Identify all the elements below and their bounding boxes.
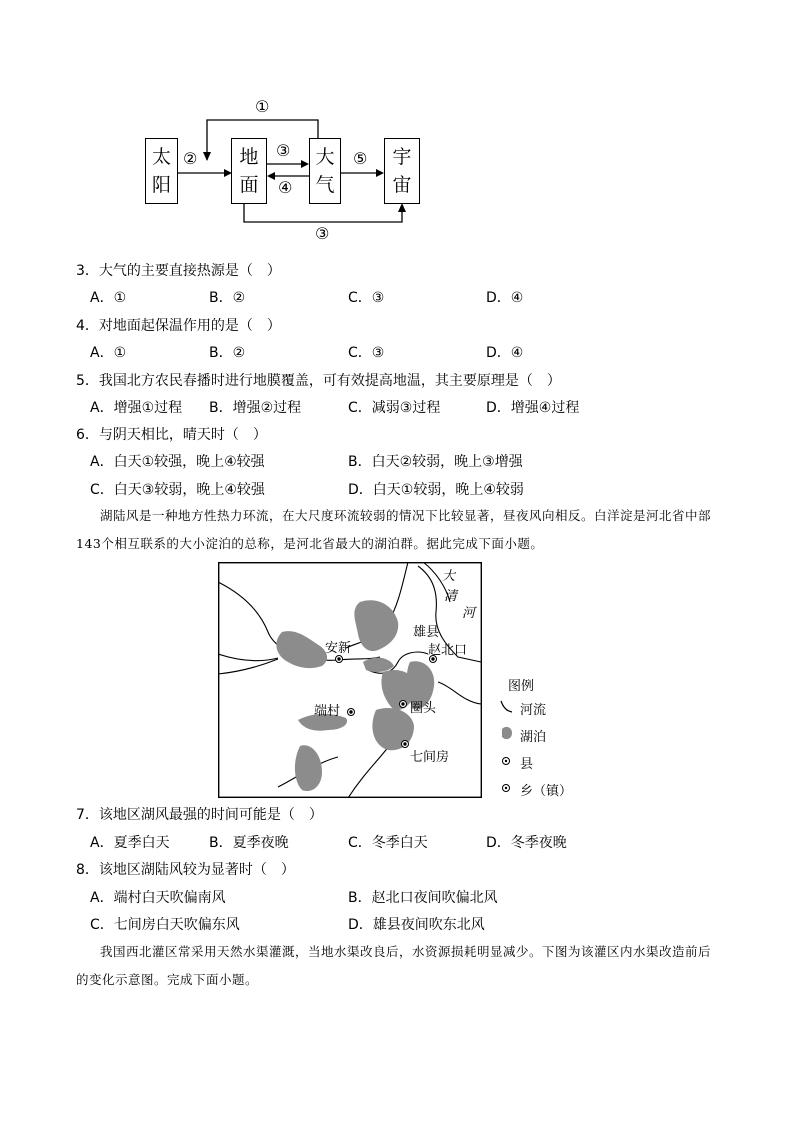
place-xiongxian: 雄县 (413, 625, 440, 640)
q8-option-b[interactable]: B．赵北口夜间吹偏北风 (348, 890, 498, 906)
ground-box (231, 138, 267, 204)
legend-symbols (498, 699, 516, 799)
q8-option-a[interactable]: A．端村白天吹偏南风 (90, 890, 226, 906)
q6-option-c[interactable]: C．白天③较弱，晚上④较强 (90, 482, 265, 498)
flow-label-4: ④ (278, 178, 293, 197)
legend-town-icon (503, 785, 510, 792)
flow-label-1: ① (255, 97, 270, 116)
q4-option-d[interactable]: D．④ (486, 345, 524, 361)
legend-lake-icon (502, 727, 512, 739)
river-label-da: 大 (442, 569, 456, 584)
passage-lake-land-breeze: 湖陆风是一种地方性热力环流，在大尺度环流较弱的情况下比较显著，昼夜风向相反。白洋淀是河北省中部143个相互联系的大小淀泊的总称，是河北省最大的湖泊群。据此完成下面小题。 (76, 508, 712, 551)
q8-option-c[interactable]: C．七间房白天吹偏东风 (90, 917, 240, 933)
q7-option-b[interactable]: B．夏季夜晚 (209, 835, 289, 851)
river-label-he: 河 (462, 606, 476, 621)
legend-lake: 湖泊 (520, 730, 547, 745)
q4-option-a[interactable]: A．① (90, 345, 127, 361)
atmosphere-label: 大气 (315, 146, 335, 196)
q6-option-d[interactable]: D．白天①较弱，晚上④较弱 (348, 482, 524, 498)
q5-option-d[interactable]: D．增强④过程 (486, 400, 580, 416)
q5-option-a[interactable]: A．增强①过程 (90, 400, 183, 416)
q6-option-a[interactable]: A．白天①较强，晚上④较强 (90, 454, 265, 470)
flow-label-3b: ③ (315, 224, 330, 243)
q4-option-c[interactable]: C．③ (348, 345, 385, 361)
legend-river-icon (501, 701, 512, 712)
question-6-stem: 6．与阴天相比，晴天时（ ） (76, 427, 267, 443)
flow-label-3a: ③ (276, 141, 291, 160)
passage-irrigation-canal: 我国西北灌区常采用天然水渠灌溉，当地水渠改良后，水资源损耗明显减少。下图为该灌区内水渠改造前后的变化示意图。完成下面小题。 (76, 944, 712, 987)
q7-option-a[interactable]: A．夏季白天 (90, 835, 170, 851)
flow-label-2: ② (183, 149, 198, 168)
question-4-stem: 4．对地面起保温作用的是（ ） (76, 318, 281, 334)
legend-river: 河流 (520, 703, 547, 718)
question-8-stem: 8．该地区湖陆风较为显著时（ ） (76, 862, 295, 878)
sun-label: 太阳 (152, 146, 172, 196)
q5-option-c[interactable]: C．减弱③过程 (348, 400, 441, 416)
space-box (384, 138, 420, 204)
place-duancun: 端村 (314, 704, 341, 719)
question-3-stem: 3．大气的主要直接热源是（ ） (76, 263, 281, 279)
q8-option-d[interactable]: D．雄县夜间吹东北风 (348, 917, 485, 933)
sun-box (145, 138, 178, 204)
place-qijianfang: 七间房 (410, 750, 450, 765)
q3-option-a[interactable]: A．① (90, 290, 127, 306)
place-zhaobeikou: 赵北口 (428, 643, 468, 658)
legend-title: 图例 (508, 679, 535, 694)
q3-option-b[interactable]: B．② (209, 290, 246, 306)
question-5-stem: 5．我国北方农民春播时进行地膜覆盖，可有效提高地温，其主要原理是（ ） (76, 373, 561, 389)
ground-label: 地面 (239, 146, 259, 196)
place-anxin: 安新 (325, 641, 352, 656)
legend-county: 县 (520, 757, 534, 772)
q6-option-b[interactable]: B．白天②较弱，晚上③增强 (348, 454, 523, 470)
place-quantou: 圈头 (410, 701, 437, 716)
q7-option-c[interactable]: C．冬季白天 (348, 835, 428, 851)
legend-county-icon (503, 758, 510, 765)
question-7-stem: 7．该地区湖风最强的时间可能是（ ） (76, 807, 323, 823)
q5-option-b[interactable]: B．增强②过程 (209, 400, 302, 416)
q3-option-d[interactable]: D．④ (486, 290, 524, 306)
q3-option-c[interactable]: C．③ (348, 290, 385, 306)
space-label: 宇宙 (392, 146, 412, 196)
legend-town: 乡（镇） (520, 784, 573, 799)
river-label-qing: 清 (444, 589, 458, 604)
q4-option-b[interactable]: B．② (209, 345, 246, 361)
atmosphere-box (309, 138, 341, 204)
flow-label-5: ⑤ (353, 149, 368, 168)
q7-option-d[interactable]: D．冬季夜晚 (486, 835, 567, 851)
